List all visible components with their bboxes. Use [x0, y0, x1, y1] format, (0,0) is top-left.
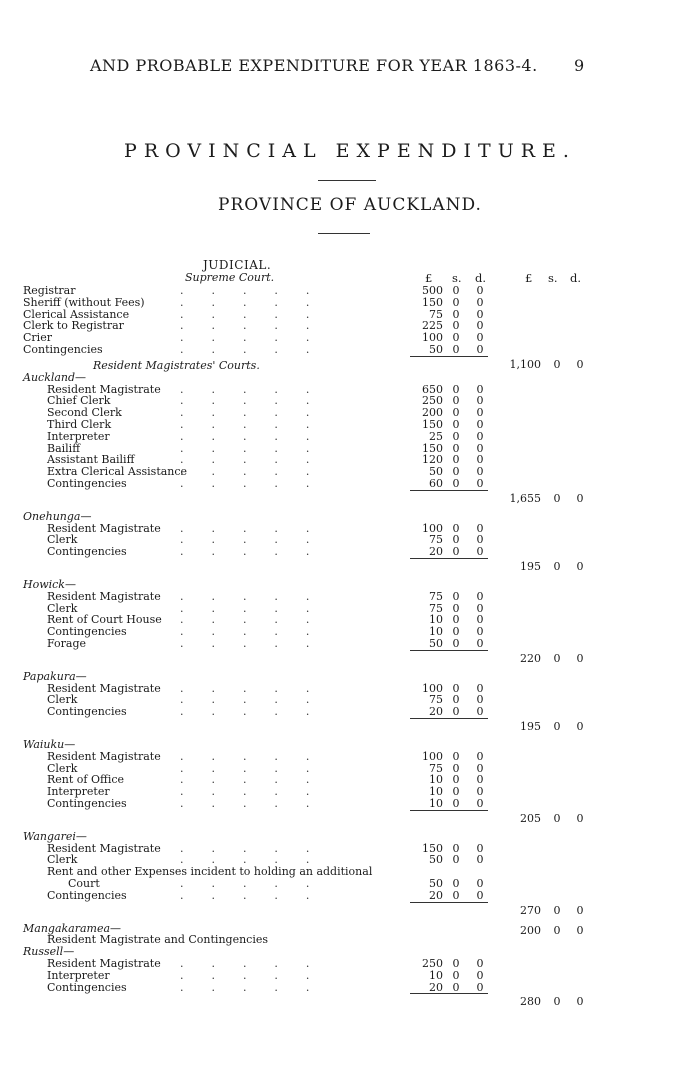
subtotal-row: [0, 904, 700, 917]
amount-shillings: 0: [452, 545, 460, 559]
leader-dots: . . . . .: [180, 453, 310, 467]
amount-shillings: 0: [452, 980, 460, 994]
section-heading: JUDICIAL.: [203, 258, 272, 272]
province-title: PROVINCE OF AUCKLAND.: [218, 195, 482, 215]
amount-shillings: 0: [452, 521, 460, 535]
amount-pounds: 200: [422, 406, 443, 420]
total-shillings: 0: [553, 560, 561, 573]
amount-pence: 0: [476, 406, 484, 420]
amount-shillings: 0: [452, 533, 460, 547]
amount-pounds: 120: [422, 453, 443, 467]
amount-pounds: 250: [422, 957, 443, 970]
leader-dots: . . . . .: [180, 465, 310, 479]
amount-pounds: 75: [429, 533, 443, 547]
col-header-pounds: £: [425, 271, 433, 285]
ledger-row: [0, 545, 700, 558]
district-heading: Papakura—: [23, 669, 87, 683]
amount-pounds: 10: [429, 773, 443, 787]
row-label: Extra Clerical Assistance: [47, 465, 188, 479]
amount-pence: 0: [476, 453, 484, 467]
amount-shillings: 0: [452, 601, 460, 615]
amount-shillings: 0: [452, 957, 460, 970]
amount-pounds: 20: [429, 545, 443, 559]
total-pence: 0: [576, 995, 584, 1009]
total-pence: 0: [576, 923, 584, 937]
row-label: Clerical Assistance: [23, 307, 130, 321]
amount-pence: 0: [476, 382, 484, 396]
leader-dots: . . . . .: [180, 749, 310, 763]
amount-pounds: 100: [422, 521, 443, 535]
row-label: Third Clerk: [47, 418, 112, 431]
total-pence: 0: [576, 560, 584, 573]
row-label: Resident Magistrate: [47, 521, 161, 535]
amount-shillings: 0: [452, 331, 460, 345]
ledger-row: [0, 705, 700, 718]
row-label: Assistant Bailiff: [47, 453, 135, 467]
leader-dots: . . . . .: [180, 693, 310, 707]
subtotal-rule: [410, 902, 488, 903]
amount-pounds: 60: [429, 477, 443, 490]
total-pounds: 1,655: [509, 491, 541, 505]
row-label: Resident Magistrate: [47, 382, 161, 396]
row-label: Crier: [23, 331, 52, 345]
row-label: Interpreter: [47, 968, 110, 982]
amount-pounds: 10: [429, 797, 443, 810]
amount-pence: 0: [476, 853, 484, 867]
amount-pounds: 50: [429, 637, 443, 650]
row-label: Chief Clerk: [47, 394, 111, 408]
amount-pence: 0: [476, 441, 484, 455]
row-label: Clerk: [47, 693, 78, 707]
amount-pence: 0: [476, 797, 484, 810]
total-shillings: 0: [553, 811, 561, 825]
running-head: AND PROBABLE EXPENDITURE FOR YEAR 1863-4.: [90, 56, 538, 75]
total-pence: 0: [576, 811, 584, 825]
subtotal-row: [0, 492, 700, 505]
amount-shillings: 0: [452, 749, 460, 763]
leader-dots: . . . . .: [180, 284, 310, 297]
subtotal-row: [0, 812, 700, 825]
amount-pounds: 10: [429, 625, 443, 639]
row-label: Resident Magistrate: [47, 681, 161, 695]
col-header-total-pounds: £: [525, 271, 533, 285]
subtitle-rule: [318, 233, 370, 234]
subtotal-row: [0, 560, 700, 573]
row-label: Contingencies: [23, 343, 103, 356]
leader-dots: . . . . .: [180, 429, 310, 443]
leader-dots: . . . . .: [180, 613, 310, 627]
subtotal-rule: [410, 718, 488, 719]
total-pounds: 270: [520, 903, 541, 917]
row-label: Resident Magistrate: [47, 589, 161, 603]
row-label: Clerk to Registrar: [23, 319, 124, 333]
amount-pence: 0: [476, 693, 484, 707]
amount-pence: 0: [476, 477, 484, 490]
leader-dots: . . . . .: [180, 773, 310, 787]
leader-dots: . . . . .: [180, 295, 310, 309]
row-label: Rent and other Expenses incident to holding an additional: [47, 865, 373, 879]
subtotal-rule: [410, 993, 488, 994]
amount-pounds: 20: [429, 888, 443, 902]
amount-shillings: 0: [452, 343, 460, 356]
leader-dots: . . . . .: [180, 601, 310, 615]
amount-pence: 0: [476, 295, 484, 309]
subtotal-rule: [410, 490, 488, 491]
amount-shillings: 0: [452, 394, 460, 408]
amount-pence: 0: [476, 331, 484, 345]
total-pounds: 220: [520, 651, 541, 665]
amount-shillings: 0: [452, 307, 460, 321]
subtotal-row: [0, 995, 700, 1008]
leader-dots: . . . . .: [180, 957, 310, 970]
row-label: Court: [68, 877, 100, 890]
amount-pence: 0: [476, 545, 484, 559]
total-shillings: 0: [553, 995, 561, 1009]
amount-pounds: 150: [422, 295, 443, 309]
amount-pence: 0: [476, 785, 484, 799]
subtotal-row: [0, 720, 700, 733]
row-label: Forage: [47, 637, 87, 650]
row-label: Contingencies: [47, 980, 127, 994]
amount-pence: 0: [476, 625, 484, 639]
row-label: Interpreter: [47, 785, 110, 799]
row-label: Contingencies: [47, 797, 127, 810]
amount-shillings: 0: [452, 797, 460, 810]
amount-pounds: 650: [422, 382, 443, 396]
ledger-row: [0, 933, 700, 946]
total-pounds: 200: [520, 923, 541, 937]
amount-pence: 0: [476, 705, 484, 719]
amount-pounds: 75: [429, 693, 443, 707]
amount-pounds: 50: [429, 343, 443, 356]
amount-pence: 0: [476, 877, 484, 890]
amount-shillings: 0: [452, 418, 460, 431]
amount-pence: 0: [476, 637, 484, 650]
leader-dots: . . . . .: [180, 841, 310, 855]
amount-pounds: 225: [422, 319, 443, 333]
amount-shillings: 0: [452, 284, 460, 297]
subtotal-rule: [410, 356, 488, 357]
amount-pence: 0: [476, 841, 484, 855]
row-label: Resident Magistrate: [47, 841, 161, 855]
row-label: Resident Magistrate and Contingencies: [47, 933, 268, 947]
total-shillings: 0: [553, 357, 561, 371]
amount-pounds: 75: [429, 601, 443, 615]
page-number: 9: [574, 56, 585, 75]
amount-pence: 0: [476, 533, 484, 547]
amount-pounds: 75: [429, 589, 443, 603]
leader-dots: . . . . .: [180, 761, 310, 775]
amount-shillings: 0: [452, 888, 460, 902]
page-title: PROVINCIAL EXPENDITURE.: [124, 140, 576, 162]
leader-dots: . . . . .: [180, 343, 310, 356]
district-heading: Mangakaramea—: [23, 921, 122, 935]
ledger-row: [0, 797, 700, 810]
leader-dots: . . . . .: [180, 625, 310, 639]
leader-dots: . . . . .: [180, 406, 310, 420]
district-heading: Onehunga—: [23, 509, 92, 523]
total-pounds: 195: [520, 720, 541, 733]
amount-pounds: 100: [422, 331, 443, 345]
district-heading: Auckland—: [23, 370, 87, 384]
ledger-row: [0, 889, 700, 902]
subtotal-row: [0, 652, 700, 665]
amount-pounds: 100: [422, 749, 443, 763]
amount-shillings: 0: [452, 406, 460, 420]
row-label: Contingencies: [47, 545, 127, 559]
amount-shillings: 0: [452, 589, 460, 603]
row-label: Rent of Court House: [47, 613, 162, 627]
row-label: Registrar: [23, 284, 76, 297]
subtotal-rule: [410, 558, 488, 559]
total-pounds: 1,100: [509, 357, 541, 371]
amount-pence: 0: [476, 394, 484, 408]
leader-dots: . . . . .: [180, 589, 310, 603]
row-label: Resident Magistrate: [47, 957, 161, 970]
amount-shillings: 0: [452, 319, 460, 333]
amount-pence: 0: [476, 888, 484, 902]
amount-pence: 0: [476, 749, 484, 763]
total-pence: 0: [576, 491, 584, 505]
leader-dots: . . . . .: [180, 968, 310, 982]
total-pence: 0: [576, 903, 584, 917]
row-label: Contingencies: [47, 625, 127, 639]
ledger-row: [0, 637, 700, 650]
amount-shillings: 0: [452, 841, 460, 855]
leader-dots: . . . . .: [180, 394, 310, 408]
total-shillings: 0: [553, 923, 561, 937]
amount-shillings: 0: [452, 785, 460, 799]
amount-pence: 0: [476, 418, 484, 431]
ledger-row: [0, 477, 700, 490]
leader-dots: . . . . .: [180, 418, 310, 431]
leader-dots: . . . . .: [180, 331, 310, 345]
title-rule: [318, 180, 376, 181]
ledger-row: [0, 981, 700, 994]
supreme-court-row: [0, 343, 700, 356]
amount-shillings: 0: [452, 773, 460, 787]
leader-dots: . . . . .: [180, 797, 310, 810]
resident-courts-heading: Resident Magistrates' Courts.: [93, 358, 260, 372]
leader-dots: . . . . .: [180, 681, 310, 695]
amount-shillings: 0: [452, 429, 460, 443]
leader-dots: . . . . .: [180, 877, 310, 890]
col-header-total-pence: d.: [570, 271, 582, 285]
amount-pence: 0: [476, 601, 484, 615]
amount-shillings: 0: [452, 477, 460, 490]
amount-pence: 0: [476, 284, 484, 297]
leader-dots: . . . . .: [180, 545, 310, 559]
leader-dots: . . . . .: [180, 533, 310, 547]
amount-pence: 0: [476, 343, 484, 356]
amount-pounds: 150: [422, 418, 443, 431]
leader-dots: . . . . .: [180, 319, 310, 333]
amount-shillings: 0: [452, 853, 460, 867]
amount-pounds: 50: [429, 465, 443, 479]
col-header-pence: d.: [475, 271, 487, 285]
row-label: Clerk: [47, 601, 78, 615]
total-shillings: 0: [553, 903, 561, 917]
row-label: Clerk: [47, 853, 78, 867]
amount-pounds: 150: [422, 841, 443, 855]
amount-shillings: 0: [452, 295, 460, 309]
col-header-total-shillings: s.: [548, 271, 558, 285]
total-shillings: 0: [553, 491, 561, 505]
row-label: Rent of Office: [47, 773, 125, 787]
amount-pounds: 50: [429, 853, 443, 867]
amount-shillings: 0: [452, 693, 460, 707]
amount-pence: 0: [476, 761, 484, 775]
amount-pounds: 75: [429, 307, 443, 321]
row-label: Contingencies: [47, 888, 127, 902]
amount-shillings: 0: [452, 441, 460, 455]
amount-pence: 0: [476, 681, 484, 695]
amount-shillings: 0: [452, 613, 460, 627]
leader-dots: . . . . .: [180, 705, 310, 719]
leader-dots: . . . . .: [180, 382, 310, 396]
amount-pounds: 50: [429, 877, 443, 890]
leader-dots: . . . . .: [180, 521, 310, 535]
leader-dots: . . . . .: [180, 477, 310, 490]
total-pence: 0: [576, 720, 584, 733]
amount-shillings: 0: [452, 705, 460, 719]
total-pence: 0: [576, 651, 584, 665]
row-label: Clerk: [47, 761, 78, 775]
subtotal-rule: [410, 650, 488, 651]
total-pounds: 280: [520, 995, 541, 1009]
row-label: Clerk: [47, 533, 78, 547]
district-heading: Waiuku—: [23, 738, 76, 751]
total-pence: 0: [576, 357, 584, 371]
total-shillings: 0: [553, 651, 561, 665]
amount-pounds: 25: [429, 429, 443, 443]
amount-shillings: 0: [452, 382, 460, 396]
amount-pounds: 100: [422, 681, 443, 695]
row-label: Second Clerk: [47, 406, 122, 420]
amount-pence: 0: [476, 968, 484, 982]
amount-shillings: 0: [452, 453, 460, 467]
amount-shillings: 0: [452, 877, 460, 890]
amount-pence: 0: [476, 773, 484, 787]
amount-pounds: 75: [429, 761, 443, 775]
total-shillings: 0: [553, 720, 561, 733]
row-label: Interpreter: [47, 429, 110, 443]
amount-pence: 0: [476, 980, 484, 994]
leader-dots: . . . . .: [180, 441, 310, 455]
amount-pence: 0: [476, 589, 484, 603]
amount-shillings: 0: [452, 625, 460, 639]
amount-pounds: 20: [429, 980, 443, 994]
amount-pence: 0: [476, 319, 484, 333]
row-label: Resident Magistrate: [47, 749, 161, 763]
leader-dots: . . . . .: [180, 853, 310, 867]
amount-pence: 0: [476, 465, 484, 479]
amount-pounds: 10: [429, 613, 443, 627]
amount-shillings: 0: [452, 681, 460, 695]
leader-dots: . . . . .: [180, 888, 310, 902]
district-heading: Howick—: [23, 578, 76, 591]
total-pounds: 195: [520, 560, 541, 573]
leader-dots: . . . . .: [180, 637, 310, 650]
leader-dots: . . . . .: [180, 980, 310, 994]
row-label: Bailiff: [47, 441, 81, 455]
col-header-shillings: s.: [452, 271, 462, 285]
district-heading: Wangarei—: [23, 829, 87, 843]
amount-pence: 0: [476, 957, 484, 970]
amount-pence: 0: [476, 429, 484, 443]
row-label: Contingencies: [47, 705, 127, 719]
amount-pounds: 500: [422, 284, 443, 297]
row-label: Contingencies: [47, 477, 127, 490]
amount-pence: 0: [476, 613, 484, 627]
total-pounds: 205: [520, 811, 541, 825]
amount-pounds: 20: [429, 705, 443, 719]
amount-shillings: 0: [452, 637, 460, 650]
amount-shillings: 0: [452, 465, 460, 479]
supreme-court-heading: Supreme Court.: [185, 271, 275, 284]
amount-pounds: 10: [429, 968, 443, 982]
amount-pounds: 150: [422, 441, 443, 455]
amount-pounds: 10: [429, 785, 443, 799]
amount-shillings: 0: [452, 761, 460, 775]
amount-shillings: 0: [452, 968, 460, 982]
row-label: Sheriff (without Fees): [23, 295, 145, 309]
subtotal-rule: [410, 810, 488, 811]
amount-pence: 0: [476, 521, 484, 535]
amount-pence: 0: [476, 307, 484, 321]
leader-dots: . . . . .: [180, 307, 310, 321]
amount-pounds: 250: [422, 394, 443, 408]
district-heading: Russell—: [23, 945, 75, 959]
leader-dots: . . . . .: [180, 785, 310, 799]
